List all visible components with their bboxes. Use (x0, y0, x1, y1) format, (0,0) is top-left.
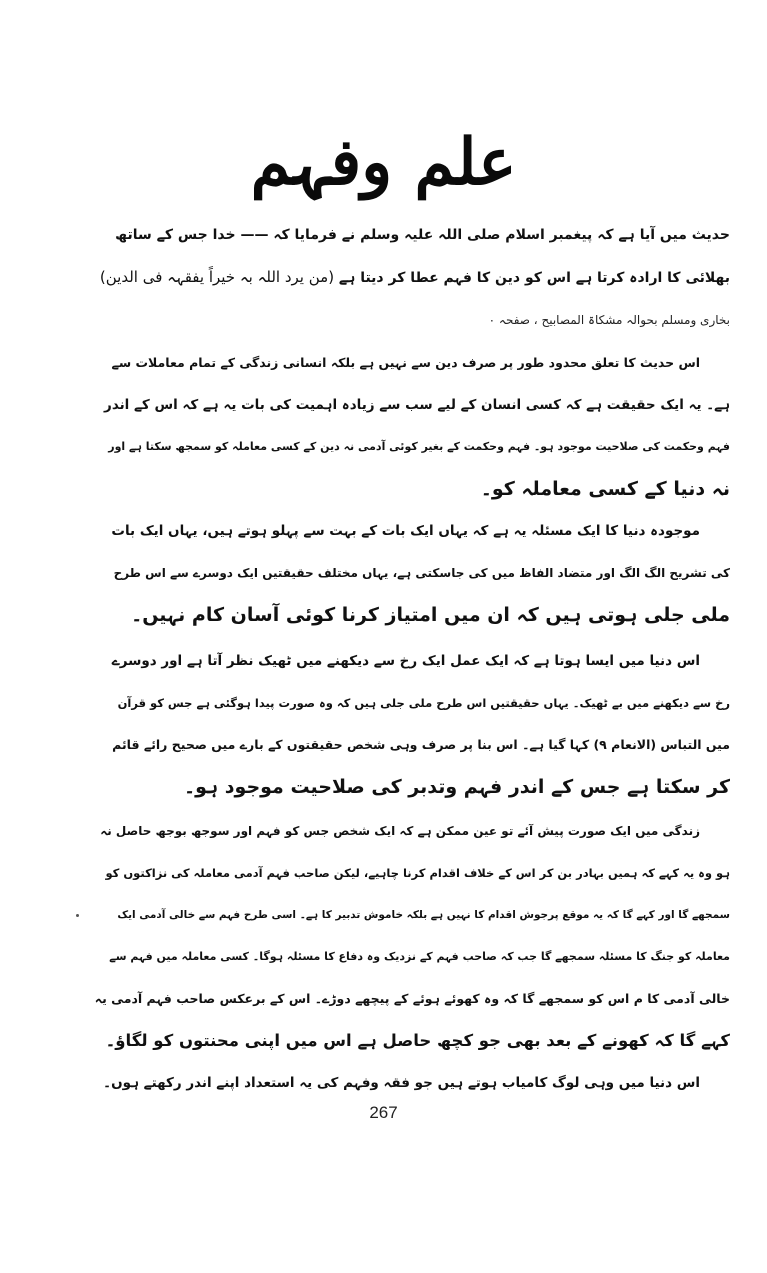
paragraph-line: خالی آدمی کا م اس کو سمجھے گا کہ وہ کھوئے ہوئے کے پیچھے دوڑے۔ اس کے برعکس صاحب فہم آدمی یہ (95, 991, 730, 1006)
paragraph-line: اس حدیث کا تعلق محدود طور پر صرف دین سے نہیں ہے بلکہ انسانی زندگی کے تمام معاملات سے (111, 355, 700, 370)
paragraph-line: موجودہ دنیا کا ایک مسئلہ یہ ہے کہ یہاں ایک بات کے بہت سے پہلو ہوتے ہیں، یہاں ایک بات (111, 523, 700, 539)
paragraph-5 (95, 1062, 730, 1104)
paragraph-line: سمجھے گا اور کہے گا کہ یہ موقع پرجوش اقدام کا نہیں ہے بلکہ خاموش تدبیر کا ہے۔ اسی طرح فہم سے خالی آدمی ایک (117, 909, 730, 921)
paragraph-1 (95, 342, 730, 510)
paragraph-line: رخ سے دیکھنے میں بے ٹھیک۔ یہاں حقیقتیں اس طرح ملی جلی ہیں کہ وہ صورت پیدا ہوگئی ہے جس کو قرآن (117, 696, 730, 710)
paragraph-line: ملی جلی ہوتی ہیں کہ ان میں امتیاز کرنا کوئی آسان کام نہیں۔ (131, 604, 730, 626)
paragraph-line: اس دنیا میں وہی لوگ کامیاب ہوتے ہیں جو فقہ وفہم کی یہ استعداد اپنے اندر رکھتے ہوں۔ (103, 1075, 700, 1091)
page-number: 267 (369, 1103, 398, 1122)
paragraph-line: کی تشریح الگ الگ اور متضاد الفاظ میں کی جاسکتی ہے، یہاں مختلف حقیقتیں ایک دوسرے سے اس طرح (113, 566, 730, 580)
intro-line-2-urdu: بھلائی کا ارادہ کرتا ہے اس کو دین کا فہم عطا کر دیتا ہے (338, 270, 730, 286)
paragraph-line: زندگی میں ایک صورت پیش آئے تو عین ممکن ہے کہ ایک شخص جس کو فہم اور سوجھ بوجھ حاصل نہ (100, 824, 700, 838)
paragraph-2 (95, 510, 730, 636)
paragraph-line: ہو وہ یہ کہے کہ ہمیں بہادر بن کر اس کے خلاف اقدام کرنا چاہیے، لیکن صاحب فہم آدمی معاملہ کی نزاکتوں کو (105, 866, 730, 880)
intro-line-2-arabic-quote: (من یرد اللہ بہ خیراً یفقہہ فی الدین) (99, 268, 335, 286)
paragraph-4 (95, 810, 730, 1062)
intro-line-2 (95, 256, 730, 298)
hadith-reference: بخاری ومسلم بحوالہ مشکاۃ المصابیح ، صفحہ ۰ (488, 313, 730, 327)
paragraph-line: ہے۔ یہ ایک حقیقت ہے کہ کسی انسان کے لیے سب سے زیادہ اہمیت کی بات یہ ہے کہ اس کے اندر (104, 397, 730, 413)
intro-line-1: حدیث میں آیا ہے کہ پیغمبر اسلام صلی اللہ علیہ وسلم نے فرمایا کہ —— خدا جس کے ساتھ (115, 227, 730, 243)
chapter-title: علم وفہم (250, 125, 517, 200)
paragraph-line: فہم وحکمت کی صلاحیت موجود ہو۔ فہم وحکمت کے بغیر کوئی آدمی نہ دین کے کسی معاملہ کو سمجھ سکتا ہے اور (108, 440, 730, 453)
paragraph-line: نہ دنیا کے کسی معاملہ کو۔ (480, 478, 730, 500)
paragraph-line: کہے گا کہ کھونے کے بعد بھی جو کچھ حاصل ہے اس میں اپنی محنتوں کو لگاؤ۔ (105, 1031, 730, 1050)
paragraph-line: اس دنیا میں ایسا ہوتا ہے کہ ایک عمل ایک رخ سے دیکھنے میں ٹھیک نظر آتا ہے اور دوسرے (111, 653, 700, 669)
intro-block (95, 214, 730, 298)
paragraph-line: میں التباس (الانعام ۹) کہا گیا ہے۔ اس بنا پر صرف وہی شخص حقیقتوں کے بارے میں صحیح رائے قائم (112, 737, 730, 752)
paragraph-line: معاملہ کو جنگ کا مسئلہ سمجھے گا جب کہ صاحب فہم کے نزدیک وہ دفاع کا مسئلہ ہوگا۔ کسی معاملہ میں فہم سے (109, 950, 730, 963)
paragraph-3 (95, 640, 730, 808)
paragraph-line: کر سکتا ہے جس کے اندر فہم وتدبر کی صلاحیت موجود ہو۔ (184, 776, 730, 798)
scan-speck (76, 914, 79, 917)
